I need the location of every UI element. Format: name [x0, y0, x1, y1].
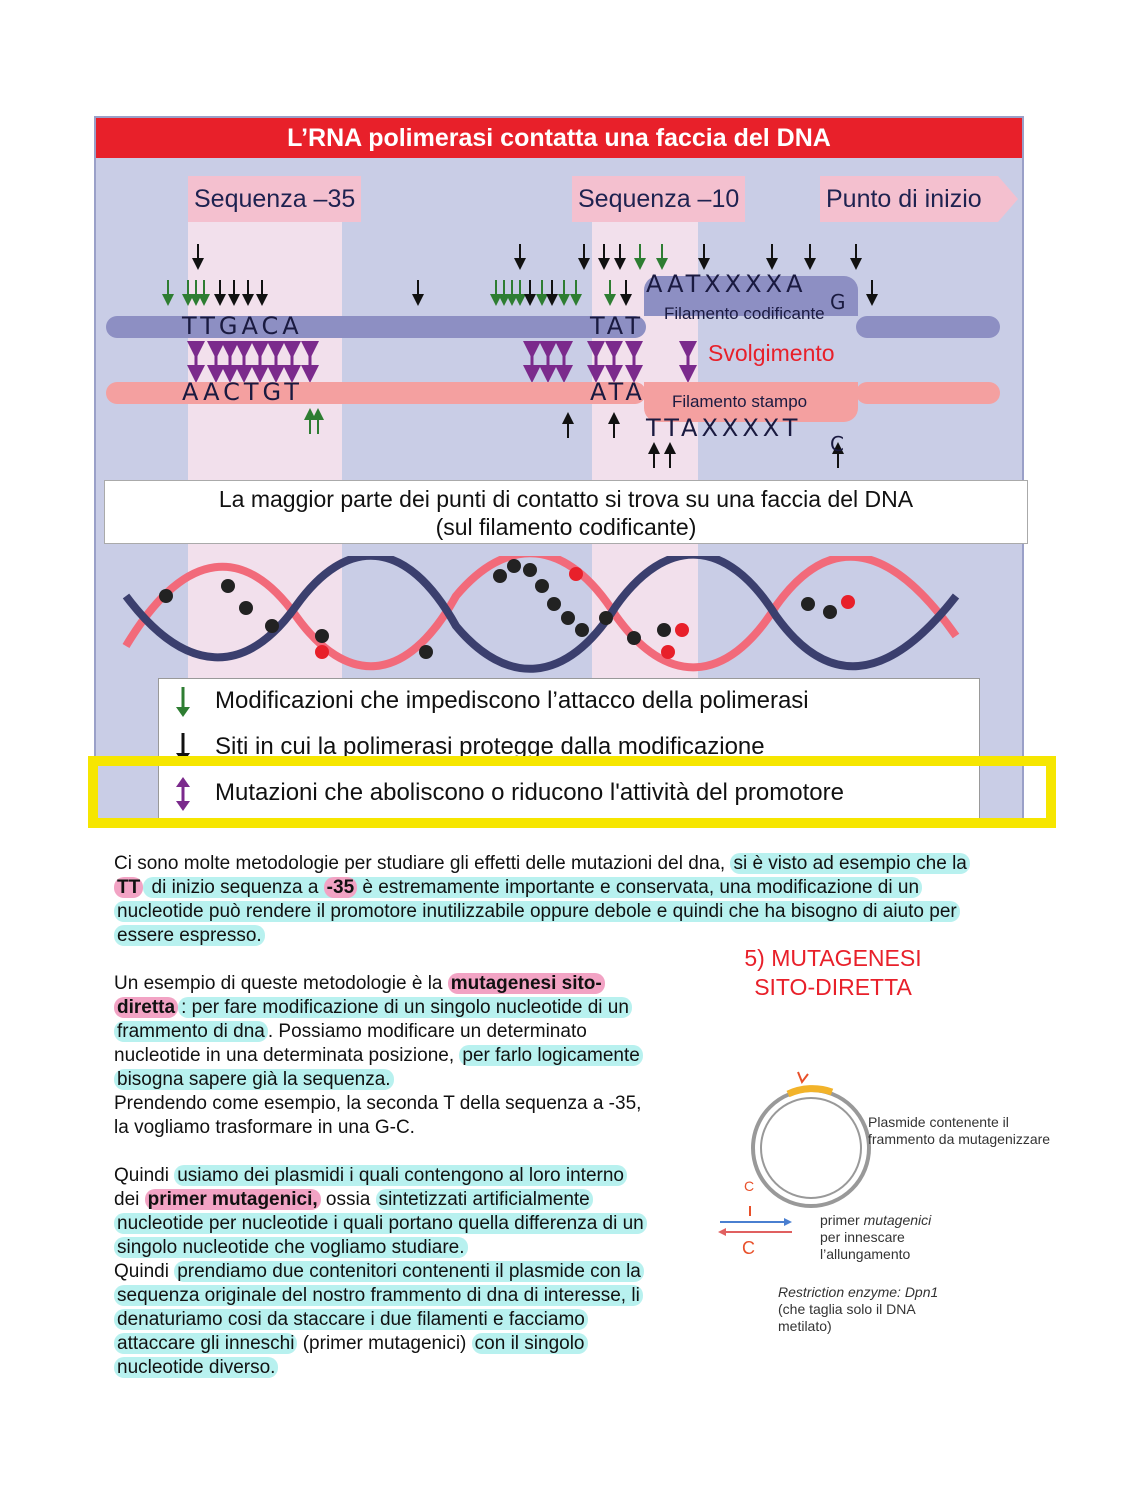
coding-bases-35: TTGACA	[182, 312, 303, 340]
p3-line8: attaccare gli inneschi (primer mutagenici) con il singolo	[114, 1332, 694, 1356]
p2-line5: bisogna sapere già la sequenza.	[114, 1068, 694, 1092]
p1-line4: essere espresso.	[114, 924, 1034, 948]
contact-arrows	[96, 228, 1026, 468]
p1-line2: TT di inizio sequenza a -35 è estremamente importante e conservata, una modificazione di un	[114, 876, 1034, 900]
p3-line3: nucleotide per nucleotide i quali portano quella differenza di un	[114, 1212, 694, 1236]
highlight-frame	[88, 756, 1056, 828]
p1-line3: nucleotide può rendere il promotore inutilizzabile oppure debole e quindi che ha bisogno di aiuto per	[114, 900, 1034, 924]
p1-line1: Ci sono molte metodologie per studiare gli effetti delle mutazioni del dna, si è visto ad esempio che la	[114, 852, 1034, 876]
p2-line2: diretta : per fare modificazione di un singolo nucleotide di un	[114, 996, 694, 1020]
start-point-text: Punto di inizio	[826, 185, 982, 213]
coding-bases-start: AATXXXXA	[646, 270, 807, 298]
figure-title: L’RNA polimerasi contatta una faccia del DNA	[96, 118, 1022, 158]
plasmid-caption	[868, 1114, 1050, 1148]
template-base-c: C	[830, 432, 848, 456]
figure-panel	[94, 116, 1024, 828]
legend-item-purple: Mutazioni che aboliscono o riducono l'attività del promotore	[215, 779, 844, 806]
contact-summary-line2: (sul filamento codificante)	[435, 514, 697, 540]
contact-summary-line1: La maggior parte dei punti di contatto si trova su una faccia del DNA	[218, 486, 914, 512]
contact-summary-box	[104, 480, 1028, 544]
enzyme-caption	[778, 1284, 938, 1335]
p3-line6: sequenza originale del nostro frammento di dna di interesse, li	[114, 1284, 694, 1308]
coding-strand-label: Filamento codificante	[664, 304, 825, 323]
side-title-line2: SITO-DIRETTA	[754, 974, 912, 1000]
template-strand-right	[856, 382, 1000, 404]
primer-diagram	[712, 1180, 802, 1270]
primer-caption	[820, 1212, 931, 1263]
legend-item-black: Siti in cui la polimerasi protegge dalla modificazione	[215, 733, 765, 760]
p3-line7: denaturiamo cosi da staccare i due filamenti e facciamo	[114, 1308, 694, 1332]
paragraph-3	[114, 1164, 694, 1380]
enzyme-caption-line2: (che taglia solo il DNA	[778, 1301, 916, 1317]
p3-line1: Quindi usiamo dei plasmidi i quali contengono al loro interno	[114, 1164, 694, 1188]
promoter-figure	[88, 112, 1058, 832]
template-bases-10: ATA	[590, 378, 646, 406]
p2-line1: Un esempio di queste metodologie è la mutagenesi sito-	[114, 972, 694, 996]
plasmid-caption-line1: Plasmide contenente il	[868, 1114, 1009, 1130]
p3-line9: nucleotide diverso.	[114, 1356, 694, 1380]
coding-bases-10: TAT	[590, 312, 645, 340]
enzyme-caption-line1: Restriction enzyme: Dpn1	[778, 1284, 939, 1300]
primer-c-bottom: C	[742, 1238, 755, 1258]
sequence-35-label: Sequenza –35	[188, 176, 361, 222]
side-figure-title	[708, 944, 958, 1002]
template-strand-label: Filamento stampo	[672, 392, 808, 411]
green-arrow-icon	[173, 685, 193, 719]
p2-line7: la vogliamo trasformare in una G-C.	[114, 1117, 415, 1138]
paragraph-1	[114, 852, 1034, 948]
plasmid-caption-line2: frammento da mutagenizzare	[868, 1131, 1051, 1147]
p3-line2: dei primer mutagenici, ossia sintetizzati artificialmente	[114, 1188, 694, 1212]
sequence-10-label: Sequenza –10	[572, 176, 745, 222]
enzyme-caption-line3: metilato)	[778, 1318, 832, 1334]
p3-line5: Quindi prendiamo due contenitori contenenti il plasmide con la	[114, 1260, 694, 1284]
side-title-line1: 5) MUTAGENESI	[744, 945, 922, 971]
coding-strand-right	[856, 316, 1000, 338]
primer-caption-line1: primer mutagenici	[820, 1212, 932, 1228]
dna-helix	[96, 556, 1026, 676]
template-bases-35: AACTGT	[182, 378, 303, 406]
primer-caption-line3: l’allungamento	[820, 1246, 911, 1262]
primer-c-top: C	[744, 1178, 755, 1194]
p2-line3: frammento di dna . Possiamo modificare un determinato	[114, 1020, 694, 1044]
coding-base-g: G	[830, 290, 850, 314]
start-point-label	[820, 176, 1000, 222]
primer-caption-line2: per innescare	[820, 1229, 905, 1245]
template-bases-start: TTAXXXXT	[646, 414, 802, 442]
p2-line6: Prendendo come esempio, la seconda T della sequenza a -35,	[114, 1093, 642, 1114]
p2-line4: nucleotide in una determinata posizione, per farlo logicamente	[114, 1044, 694, 1068]
unwinding-label: Svolgimento	[708, 340, 835, 366]
paragraph-2	[114, 972, 694, 1140]
p3-line4: singolo nucleotide che vogliamo studiare.	[114, 1236, 694, 1260]
legend-item-green: Modificazioni che impediscono l’attacco della polimerasi	[215, 687, 809, 714]
